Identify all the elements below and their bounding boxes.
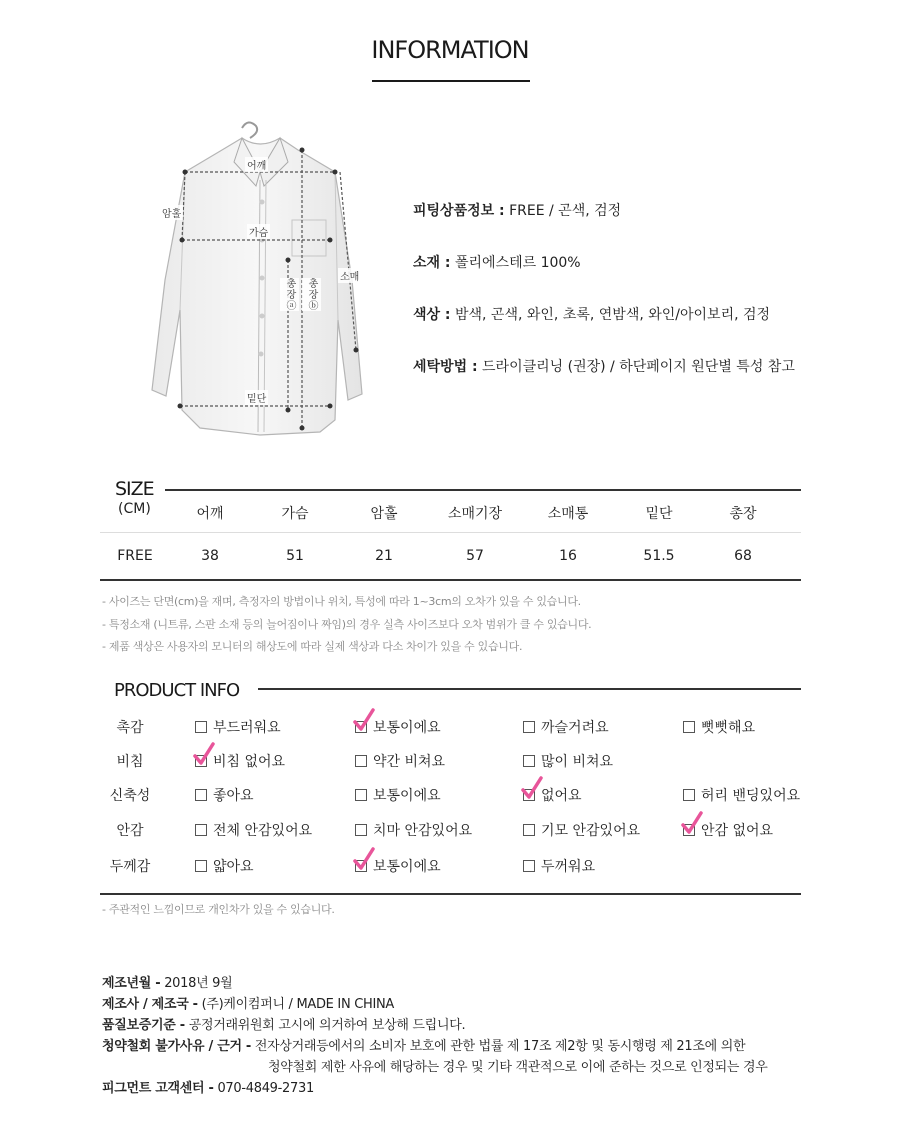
checkbox-option-label: 까슬거려요	[541, 720, 609, 736]
refund-policy-cont: 청약철회 제한 사유에 해당하는 경우 및 기타 객관적으로 이에 준하는 것으로 인정되는 경우	[268, 1060, 768, 1075]
checkbox-option-label: 없어요	[541, 788, 582, 804]
refund-policy: 청약철회 불가사유 / 근거 - 전자상거래등에서의 소비자 보호에 관한 법률 제 17조 제2항 및 동시행령 제 21조에 의한	[102, 1039, 746, 1054]
val-armhole: 21	[375, 548, 393, 564]
spec-colors: 색상 : 밤색, 곤색, 와인, 초록, 연밤색, 와인/아이보리, 검정	[413, 307, 771, 323]
row-divider	[100, 532, 801, 533]
note-color: - 제품 색상은 사용자의 모니터의 해상도에 따라 실제 색상과 다소 차이가 있을 수 있습니다.	[102, 640, 523, 653]
product-info-row	[100, 820, 801, 844]
checkbox	[523, 721, 535, 733]
checkmark-icon	[193, 742, 215, 766]
shirt-measurement-illustration	[130, 110, 380, 460]
checkbox-option	[683, 717, 755, 737]
checkbox-option-label: 좋아요	[213, 788, 254, 804]
spec-fitting: 피팅상품정보 : FREE / 곤색, 검정	[413, 203, 622, 219]
checkbox-option	[195, 820, 312, 840]
col-shoulder: 어깨	[196, 506, 224, 522]
made-date: 제조년월 - 2018년 9월	[102, 976, 233, 991]
checkmark-icon	[353, 847, 375, 871]
col-chest: 가슴	[281, 506, 309, 522]
checkbox-option-label: 전체 안감있어요	[213, 823, 313, 839]
col-hem: 밑단	[645, 506, 673, 522]
table-row	[100, 548, 801, 568]
size-unit: (CM)	[118, 501, 151, 517]
checkbox	[195, 860, 207, 872]
checkbox-option	[355, 856, 441, 876]
checkbox	[683, 789, 695, 801]
checkbox-option-label: 비침 없어요	[213, 754, 286, 770]
product-info-label: 신축성	[109, 788, 151, 804]
manufacturer: 제조사 / 제조국 - (주)케이컴퍼니 / MADE IN CHINA	[102, 997, 395, 1012]
product-info-label: 두께감	[109, 859, 151, 875]
legal-info	[102, 972, 822, 1098]
checkbox	[523, 860, 535, 872]
size-divider	[165, 489, 801, 491]
checkbox-option-label: 두꺼워요	[541, 859, 596, 875]
size-bottom-divider	[100, 579, 801, 581]
product-info-note: - 주관적인 느낌이므로 개인차가 있을 수 있습니다.	[102, 903, 335, 916]
product-info-bottom-divider	[100, 893, 801, 895]
product-info-heading: PRODUCT INFO	[114, 680, 240, 701]
checkbox	[683, 824, 695, 836]
checkbox	[523, 755, 535, 767]
checkbox-option-label: 보통이에요	[373, 788, 441, 804]
checkbox-option	[195, 717, 281, 737]
product-info-row	[100, 751, 801, 775]
checkbox	[355, 789, 367, 801]
checkbox	[683, 721, 695, 733]
checkbox	[195, 789, 207, 801]
product-info-row	[100, 785, 801, 809]
checkbox	[195, 755, 207, 767]
col-sleeve-length: 소매기장	[447, 506, 503, 522]
checkbox-option	[683, 820, 773, 840]
val-chest: 51	[286, 548, 304, 564]
checkbox-option	[523, 856, 595, 876]
armhole-label: 암홀	[160, 205, 183, 220]
checkbox-option-label: 기모 안감있어요	[541, 823, 641, 839]
spec-washing: 세탁방법 : 드라이클리닝 (권장) / 하단페이지 원단별 특성 참고	[413, 359, 795, 375]
product-info-row	[100, 717, 801, 741]
checkbox	[523, 824, 535, 836]
val-length: 68	[734, 548, 752, 564]
checkbox	[355, 755, 367, 767]
note-measurement: - 사이즈는 단면(cm)을 재며, 측정자의 방법이나 위치, 특성에 따라 1~3cm의 오차가 있을 수 있습니다.	[102, 595, 581, 608]
checkbox	[355, 860, 367, 872]
checkbox-option-label: 보통이에요	[373, 859, 441, 875]
checkbox	[355, 721, 367, 733]
col-armhole: 암홀	[370, 506, 398, 522]
checkbox-option	[355, 820, 472, 840]
checkbox-option	[355, 785, 441, 805]
length-a-label: 총장ⓐ	[280, 278, 299, 311]
title-underline	[372, 80, 530, 82]
checkbox-option-label: 얇아요	[213, 859, 254, 875]
checkbox-option-label: 치마 안감있어요	[373, 823, 473, 839]
spec-material: 소재 : 폴리에스테르 100%	[413, 255, 581, 271]
checkbox-option	[523, 785, 582, 805]
chest-label: 가슴	[247, 224, 270, 239]
col-length: 총장	[729, 506, 757, 522]
product-info-label: 촉감	[116, 720, 144, 736]
checkbox-option	[355, 717, 441, 737]
product-info-label: 비침	[116, 754, 144, 770]
size-heading: SIZE	[115, 478, 154, 500]
checkbox-option-label: 약간 비쳐요	[373, 754, 446, 770]
note-material: - 특정소재 (니트류, 스판 소재 등의 늘어짐이나 짜임)의 경우 실측 사이즈보다 오차 범위가 클 수 있습니다.	[102, 617, 592, 631]
product-info-divider	[258, 688, 801, 690]
checkbox	[195, 721, 207, 733]
val-sleeve-width: 16	[559, 548, 577, 564]
checkbox-option-label: 부드러워요	[213, 720, 281, 736]
checkbox-option	[195, 751, 285, 771]
checkbox-option	[523, 717, 609, 737]
checkbox-option-label: 뻣뻣해요	[701, 720, 756, 736]
val-shoulder: 38	[201, 548, 219, 564]
checkbox	[195, 824, 207, 836]
checkbox-option	[355, 751, 445, 771]
sleeve-label: 소매	[338, 268, 361, 283]
checkbox-option	[523, 820, 640, 840]
checkbox-option	[195, 856, 254, 876]
checkbox-option-label: 많이 비쳐요	[541, 754, 614, 770]
product-info-row	[100, 856, 801, 880]
checkmark-icon	[681, 811, 703, 835]
checkbox	[355, 824, 367, 836]
val-hem: 51.5	[643, 548, 675, 564]
size-header-row	[100, 503, 801, 523]
length-b-label: 총장ⓑ	[302, 278, 321, 311]
checkbox	[523, 789, 535, 801]
checkmark-icon	[521, 776, 543, 800]
row-size-name: FREE	[117, 548, 153, 564]
checkbox-option-label: 보통이에요	[373, 720, 441, 736]
checkbox-option-label: 허리 밴딩있어요	[701, 788, 801, 804]
checkmark-icon	[353, 708, 375, 732]
size-notes	[102, 593, 802, 661]
customer-center: 피그먼트 고객센터 - 070-4849-2731	[102, 1081, 314, 1096]
product-spec-list	[413, 200, 873, 408]
val-sleeve-length: 57	[466, 548, 484, 564]
hem-label: 밑단	[245, 390, 268, 405]
checkbox-option-label: 안감 없어요	[701, 823, 774, 839]
checkbox-option	[523, 751, 613, 771]
shoulder-label: 어깨	[245, 157, 268, 172]
checkbox-option	[683, 785, 800, 805]
product-info-label: 안감	[116, 823, 144, 839]
col-sleeve-width: 소매통	[547, 506, 589, 522]
checkbox-option	[195, 785, 254, 805]
page-title: INFORMATION	[371, 36, 529, 64]
warranty: 품질보증기준 - 공정거래위원회 고시에 의거하여 보상해 드립니다.	[102, 1018, 466, 1033]
